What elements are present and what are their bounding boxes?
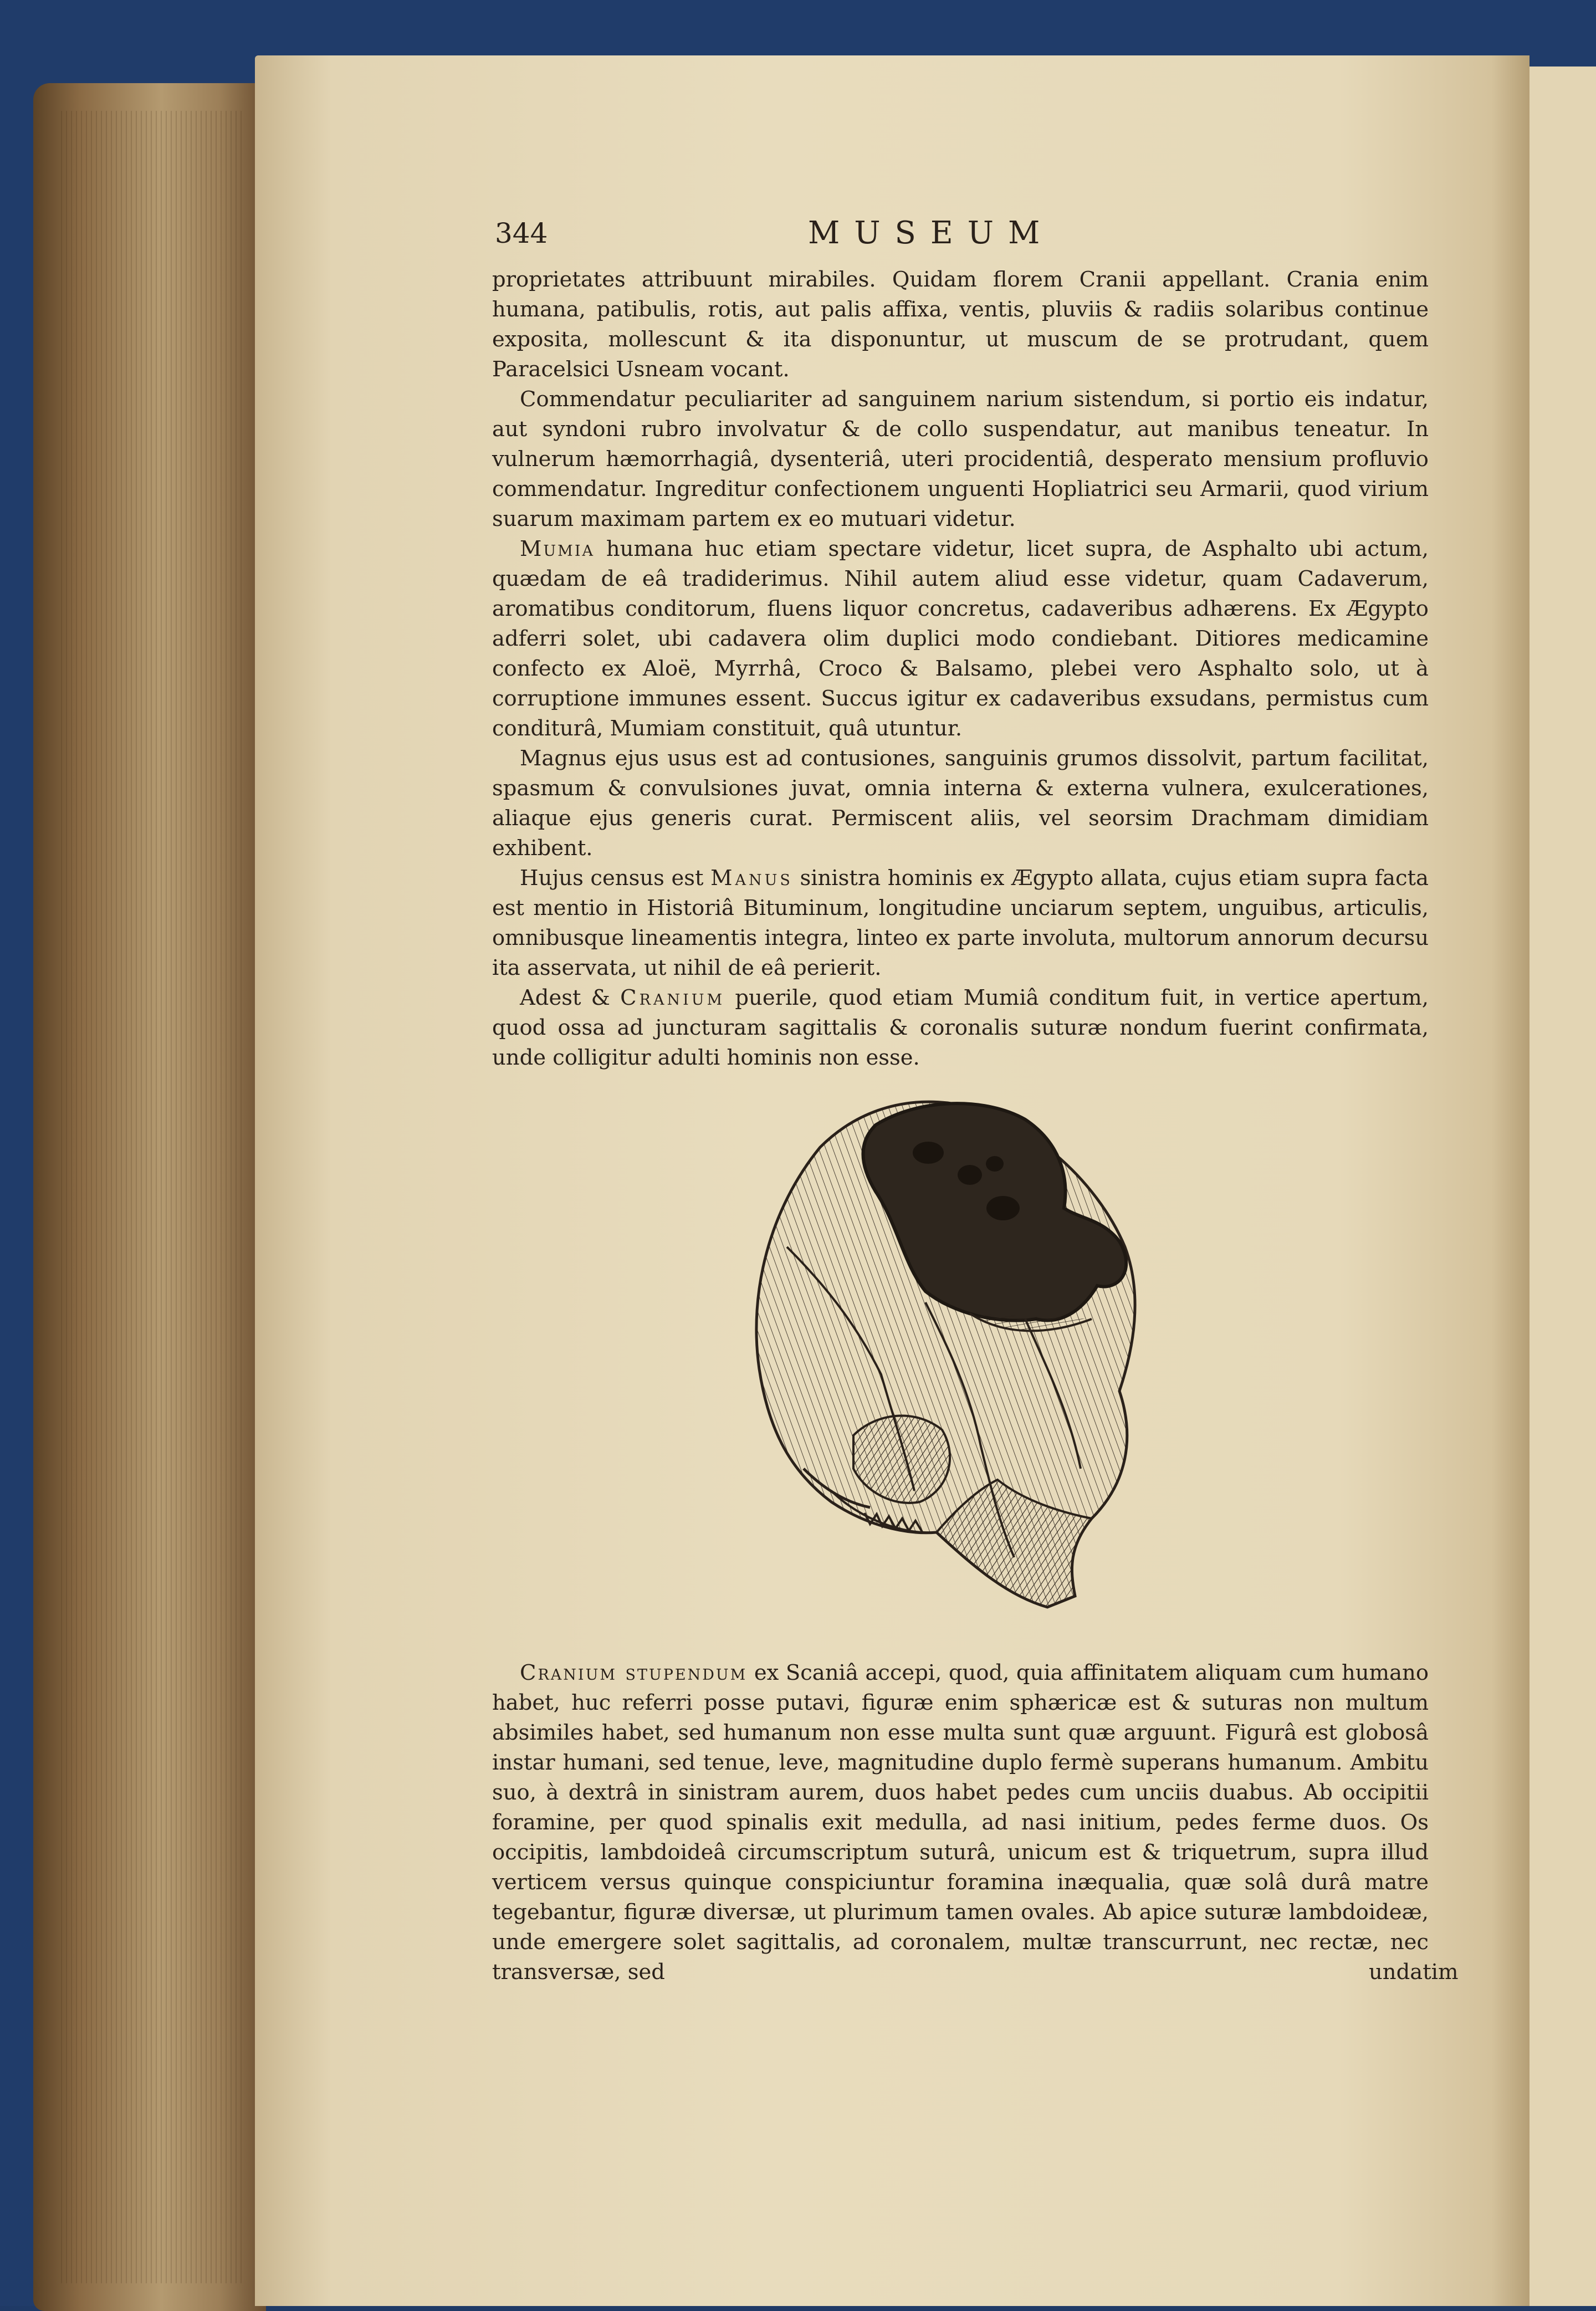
cap-spot (913, 1142, 944, 1164)
paragraph-7 (492, 1658, 1429, 1987)
facing-page-edge (1530, 67, 1596, 2306)
paragraph-3-text: humana huc etiam spectare videtur, licet supra, de Asphalto ubi actum, quædam de eâ tradiderimus. Nihil autem aliud esse videtur, quam Cadaverum, aromatibus conditorum, fluens liquor concretus, cadaveribus adhærens. Ex Ægypto adferri solet, ubi cadavera olim duplici modo condiebant. Ditiores medicamine confecto ex Aloë, Myrrhâ, Croco & Balsamo, plebei vero Asphalto solo, ut à corruptione immunes essent. Succus igitur ex cadaveribus exsudans, permistus cum conditurâ, Mumiam constituit, quâ utuntur. (492, 536, 1429, 741)
paragraph-7-text: ex Scaniâ accepi, quod, quia affinitatem aliquam cum humano habet, huc referri posse putavi, figuræ enim sphæricæ est & suturas non multum absimiles habet, sed humanum non esse multa sunt quæ arguunt. Figurâ est globosâ instar humani, sed tenue, leve, magnitudine duplo fermè superans humanum. Ambitu suo, à dextrâ in sinistram aurem, duos habet pedes cum unciis duabus. Ab occipitii foramine, per quod spinalis exit medulla, ad nasi initium, pedes ferme duos. Os occipitis, lambdoideâ circumscriptum suturâ, unicum est & triquetrum, supra illud verticem versus quinque conspiciuntur foramina inæqualia, quæ solâ durâ matre tegebantur, figuræ diversæ, ut plurimum tamen ovales. Ab apice suturæ lambdoideæ, unde emergere solet sagittalis, ad coronalem, multæ transcurrunt, nec rectæ, nec transversæ, sed (492, 1660, 1429, 1985)
page-number: 344 (495, 217, 548, 249)
paragraph-5-text: sinistra hominis ex Ægypto allata, cujus etiam supra facta est mentio in Historiâ Bituminum, longitudine unciarum septem, unguibus, articulis, omnibusque lineamentis integra, linteo ex parte involuta, multorum annorum decursu ita asservata, ut nihil de eâ perierit. (492, 866, 1429, 980)
paragraph-1: proprietates attribuunt mirabiles. Quidam florem Cranii appellant. Crania enim humana, patibulis, rotis, aut palis affixa, ventis, pluviis & radiis solaribus continue exposita, mollescunt & ita disponuntur, ut muscum de se protrudant, quem Paracelsici Usneam vocant. (492, 267, 1429, 382)
skull-engraving (737, 1081, 1180, 1624)
paragraph-2: Commendatur peculiariter ad sanguinem narium sistendum, si portio eis indatur, aut syndoni rubro involvatur & de collo suspendatur, aut manibus teneatur. In vulnerum hæmorrhagiâ, dysenteriâ, uteri procidentiâ, desperato mensium profluvio commendatur. Ingreditur confectionem unguenti Hopliatrici seu Armarii, quod virium suarum maximam partem ex eo mutuari videtur. (492, 387, 1429, 531)
cranium-stupendum-heading: Cranium stupendum (520, 1660, 748, 1685)
paragraph-5 (492, 863, 1429, 983)
cap-spot (958, 1165, 982, 1185)
running-title: MUSEUM (808, 215, 1055, 251)
paragraph-6-intro: Adest & (520, 985, 610, 1010)
page-edge-lines (61, 111, 244, 2283)
mumia-heading: Mumia (520, 536, 595, 561)
paragraph-6 (492, 983, 1429, 1073)
text-block-lower (492, 1658, 1429, 1987)
cranium-heading: Cranium (620, 985, 725, 1010)
paragraph-6-text: puerile, quod etiam Mumiâ conditum fuit, in vertice apertum, quod ossa ad juncturam sagittalis & coronalis suturæ nondum fuerint confirmata, unde colligitur adulti hominis non esse. (492, 985, 1429, 1070)
paragraph-5-intro: Hujus census est (520, 866, 704, 891)
catchword: undatim (1369, 1960, 1459, 1985)
cap-spot (986, 1156, 1004, 1172)
cap-spot (986, 1196, 1020, 1220)
text-block-upper (492, 265, 1429, 1073)
paragraph-3 (492, 534, 1429, 744)
paragraph-4: Magnus ejus usus est ad contusiones, sanguinis grumos dissolvit, partum facilitat, spasmum & convulsiones juvat, omnia interna & externa vulnera, exulcerationes, aliaque ejus generis curat. Permiscent aliis, vel seorsim Drachmam dimidiam exhibent. (492, 746, 1429, 861)
manus-heading: Manus (710, 866, 793, 891)
